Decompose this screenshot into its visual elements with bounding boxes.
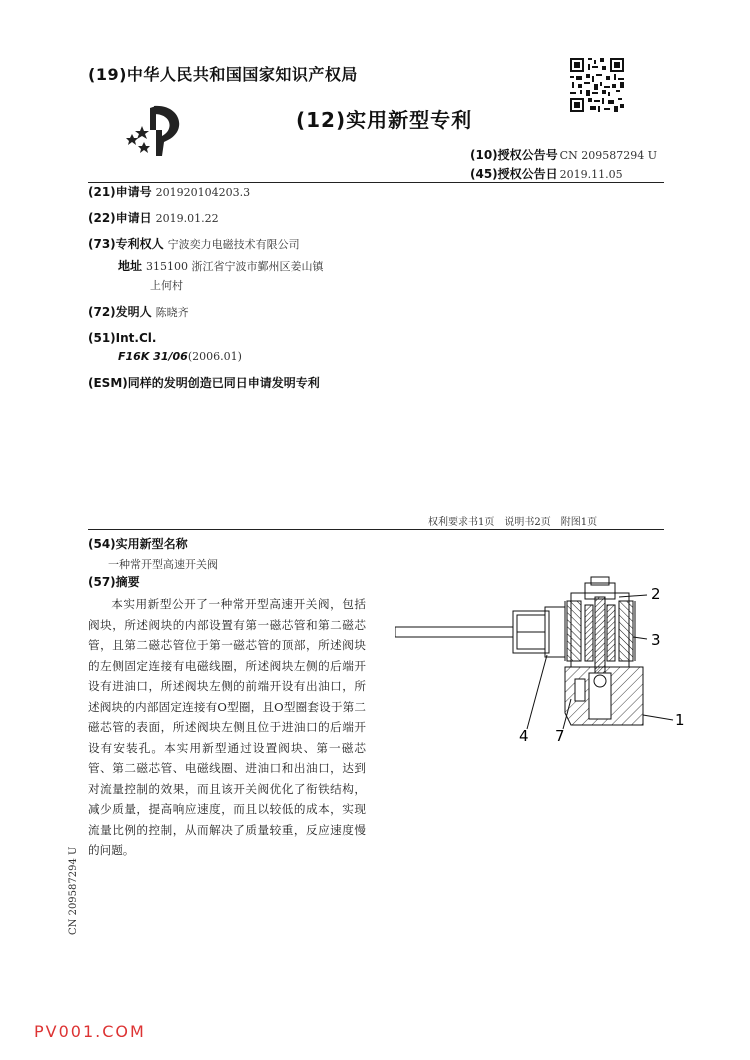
abstract-text: 本实用新型公开了一种常开型高速开关阀，包括阀块，所述阀块的内部设置有第一磁芯管和第二磁芯管，且第二磁芯管位于第一磁芯管的顶部，所述阀块的左侧固定连接有电磁线圈，所述阀块左侧的后端开设有进油口，所述阀块左侧的前端开设有出油口，所述阀块的内部固定连接有O型圈，且O型圈套设于第二磁芯管的表面，所述阀块左侧且位于进油口的后端开设有安装孔。本实用新型通过设置阀块、第一磁芯管、第二磁芯管、电磁线圈、进油口和出油口，达到对流量控制的效果，而且该开关阀优化了衔铁结构，减少质量，提高响应速度，而且以较低的成本，实现流量比例的控制，从而解决了质量较重，反应速度慢的问题。 bbox=[88, 597, 366, 857]
document-type-title: (12)实用新型专利 bbox=[296, 108, 473, 132]
application-date-value: 2019.01.22 bbox=[155, 212, 219, 225]
publication-date bbox=[470, 165, 623, 182]
application-date bbox=[88, 210, 219, 227]
publication-date-label: (45)授权公告日 bbox=[470, 167, 558, 181]
int-cl-class-row bbox=[118, 348, 242, 365]
side-publication-number: CN 209587294 U bbox=[68, 846, 79, 935]
application-number bbox=[88, 184, 250, 201]
patentee-value: 宁波奕力电磁技术有限公司 bbox=[167, 238, 300, 251]
application-number-label: (21)申请号 bbox=[88, 185, 152, 199]
qr-code-icon bbox=[570, 58, 624, 112]
int-cl-label: (51)Int.Cl. bbox=[88, 331, 157, 345]
header-divider bbox=[88, 182, 664, 183]
valve-drawing bbox=[395, 575, 685, 745]
figure-label-1: 1 bbox=[675, 711, 685, 729]
figure-label-4: 4 bbox=[519, 727, 529, 745]
application-number-value: 201920104203.3 bbox=[155, 186, 251, 199]
address-value: 315100 浙江省宁波市鄞州区姜山镇 bbox=[146, 260, 324, 273]
int-cl-version: (2006.01) bbox=[187, 350, 242, 363]
inventor-value: 陈晓齐 bbox=[155, 306, 189, 319]
application-date-label: (22)申请日 bbox=[88, 211, 152, 225]
publication-number-value: CN 209587294 U bbox=[559, 149, 657, 162]
section-divider bbox=[88, 529, 664, 530]
patentee-label: (73)专利权人 bbox=[88, 237, 164, 251]
office-name: (19)中华人民共和国国家知识产权局 bbox=[88, 65, 358, 84]
abstract-label-text: (57)摘要 bbox=[88, 575, 140, 589]
watermark: PV001.COM bbox=[34, 1022, 146, 1041]
patentee bbox=[88, 236, 300, 253]
claims-pages: 权利要求书1页 bbox=[428, 517, 495, 528]
esm-note-text: (ESM)同样的发明创造已同日申请发明专利 bbox=[88, 376, 320, 390]
drawings-pages: 附图1页 bbox=[560, 517, 598, 528]
patent-office-logo-icon bbox=[120, 100, 190, 158]
address-value-2: 上何村 bbox=[150, 279, 183, 292]
figure-label-2: 2 bbox=[651, 585, 661, 603]
esm-note bbox=[88, 375, 320, 392]
utility-model-name-label bbox=[88, 536, 188, 553]
publication-number bbox=[470, 146, 657, 163]
abstract-label bbox=[88, 574, 140, 591]
figure-label-7: 7 bbox=[555, 727, 565, 745]
inventor-label: (72)发明人 bbox=[88, 305, 152, 319]
figure-label-3: 3 bbox=[651, 631, 661, 649]
page-counts bbox=[428, 513, 607, 528]
address bbox=[118, 258, 324, 275]
name-label: (54)实用新型名称 bbox=[88, 537, 188, 551]
int-cl bbox=[88, 330, 156, 347]
description-pages: 说明书2页 bbox=[504, 517, 551, 528]
publication-date-value: 2019.11.05 bbox=[559, 168, 623, 181]
utility-model-name: 一种常开型高速开关阀 bbox=[108, 558, 218, 571]
int-cl-class: F16K 31/06 bbox=[118, 350, 188, 363]
address-line-2 bbox=[150, 277, 183, 294]
address-label: 地址 bbox=[118, 259, 143, 273]
inventor bbox=[88, 304, 189, 321]
publication-number-label: (10)授权公告号 bbox=[470, 148, 558, 162]
